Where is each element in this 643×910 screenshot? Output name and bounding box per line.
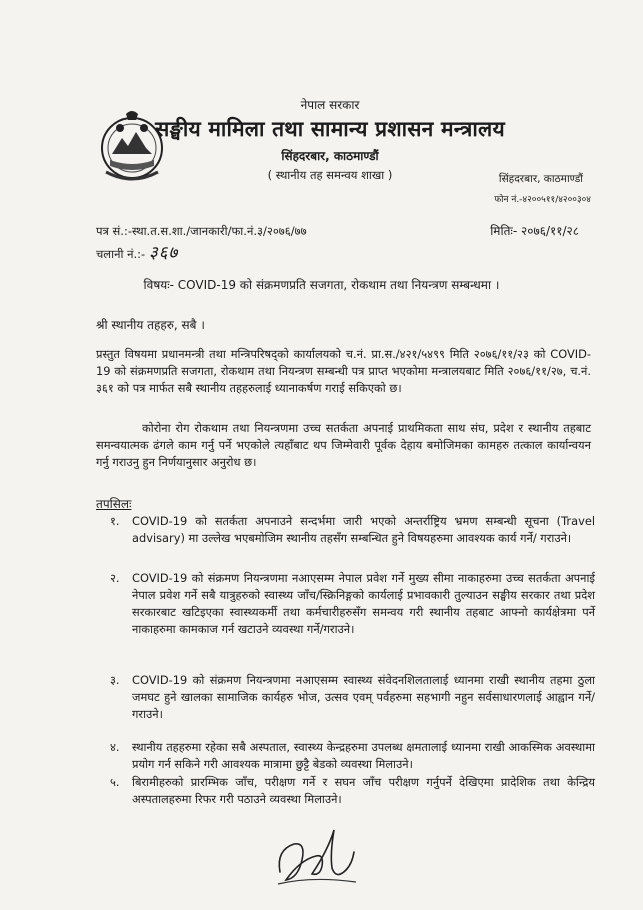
list-item-text: COVID-19 को सतर्कता अपनाउने सन्दर्भमा जारी भएको अन्तर्राष्ट्रिय भ्रमण सम्बन्धी सूचना (Travel advisary) मा उल्लेख भएबमोजिम स्थानीय तहसँग सम्बन्धित हुने विषयहरुमा आवश्यक कार्य गर्ने/ गराउने। [132,514,595,545]
letter-number: पत्र सं.:-स्था.त.स.शा./जानकारी/फा.नं.३/२०७६/७७ [96,224,307,238]
list-item [110,570,595,638]
details-heading: तपसिलः [96,497,132,511]
body-paragraph: कोरोना रोग रोकथाम तथा नियन्त्रणमा उच्च सतर्कता अपनाई प्राथमिकता साथ संघ, प्रदेश र स्थानीय तहबाट समन्वयात्मक ढंगले काम गर्नु पर्ने भएकोले त्यहाँबाट थप जिम्मेवारी पूर्वक देहाय बमोजिमका कामहरु तत्काल कार्यान्वयन गर्नु गराउनु हुन निर्णयानुसार अनुरोध छ। [96,421,591,469]
branch-name: ( स्थानीय तह समन्वय शाखा ) [267,168,393,182]
government-name: नेपाल सरकार [300,98,360,112]
letter-subject: विषयः- COVID-19 को संक्रमणप्रति सजगता, रोकथाम तथा नियन्त्रण सम्बन्धमा । [143,278,500,292]
list-item [110,672,595,723]
list-item-text: COVID-19 को संक्रमण नियन्त्रणमा नआएसम्म स्वास्थ्य संवेदनशिलतालाई ध्यानमा राखी स्थानीय तहमा ठुला जमघट हुने खालका सामाजिक कार्यहरु भोज, उत्सव एवम् पर्वहरुमा सहभागी नहुन सर्वसाधारणलाई आह्वान गर्ने/गराउने। [132,673,595,721]
handwritten-signature-icon [272,820,362,898]
list-item-text: बिरामीहरुको प्रारम्भिक जाँच, परीक्षण गर्ने र सघन जाँच परीक्षण गर्नुपर्ने देखिएमा प्रादेशिक तथा केन्द्रिय अस्पतालहरुमा रिफर गरी पठाउने व्यवस्था मिलाउने। [132,775,595,806]
salutation: श्री स्थानीय तहहरु, सबै । [96,318,205,332]
list-item [110,774,595,808]
list-item [110,513,595,547]
dispatch-label: चलानी नं.:- [96,247,146,261]
list-item-number: २. [110,571,120,585]
list-item-text: स्थानीय तहहरुमा रहेका सबै अस्पताल, स्वास्थ्य केन्द्रहरुमा उपलब्ध क्षमतालाई ध्यानमा राखी आकस्मिक अवस्थामा प्रयोग गर्न सकिने गरी आवश्यक मात्रामा छुट्टै बेडको व्यवस्था मिलाउने। [132,740,595,771]
list-item-number: ३. [110,673,120,687]
list-item-number: १. [110,514,120,528]
dispatch-number: ३६७ [148,243,179,263]
office-address: सिंहदरबार, काठमाण्डौं [498,173,583,185]
dispatch-number-line [96,240,178,263]
office-phone: फोन नं.-४२००५११/४२००३०४ [494,195,591,205]
office-location: सिंहदरबार, काठमाण्डौं [281,149,379,163]
body-paragraph: प्रस्तुत विषयमा प्रधानमन्त्री तथा मन्त्रिपरिषद्को कार्यालयको च.नं. प्रा.स./४२१/५४९९ मिति २०७६/११/२३ को COVID-19 को संक्रमणप्रति सजगता, रोकथाम तथा नियन्त्रण सम्बन्धी पत्र प्राप्त भएकोमा मन्त्रालयबाट मिति २०७६/११/२७, च.नं. ३६१ को पत्र मार्फत सबै स्थानीय तहहरुलाई ध्यानाकर्षण गराई सकिएको छ। [96,347,591,395]
letter-date: मितिः- २०७६/११/२८ [490,224,579,238]
list-item-text: COVID-19 को संक्रमण नियन्त्रणमा नआएसम्म नेपाल प्रवेश गर्ने मुख्य सीमा नाकाहरुमा उच्च सतर्कता अपनाई नेपाल प्रवेश गर्ने सबै यात्रुहरुको स्वास्थ्य जाँच/स्क्रिनिङ्गको कार्यलाई प्रभावकारी तुल्याउन सङ्घीय सरकार तथा प्रदेश सरकारबाट खटिइएका स्वास्थ्यकर्मी तथा कर्मचारीहरुसँग समन्वय गरी स्थानीय तहबाट आफ्नो कार्यक्षेत्रमा पर्ने नाकाहरुमा कामकाज गर्न खटाउने व्यवस्था गर्ने/गराउने। [132,571,595,636]
ministry-name: सङ्घीय मामिला तथा सामान्य प्रशासन मन्त्रालय [155,117,505,141]
list-item-number: ५. [110,775,120,789]
list-item [110,739,595,773]
list-item-number: ४. [110,740,120,754]
